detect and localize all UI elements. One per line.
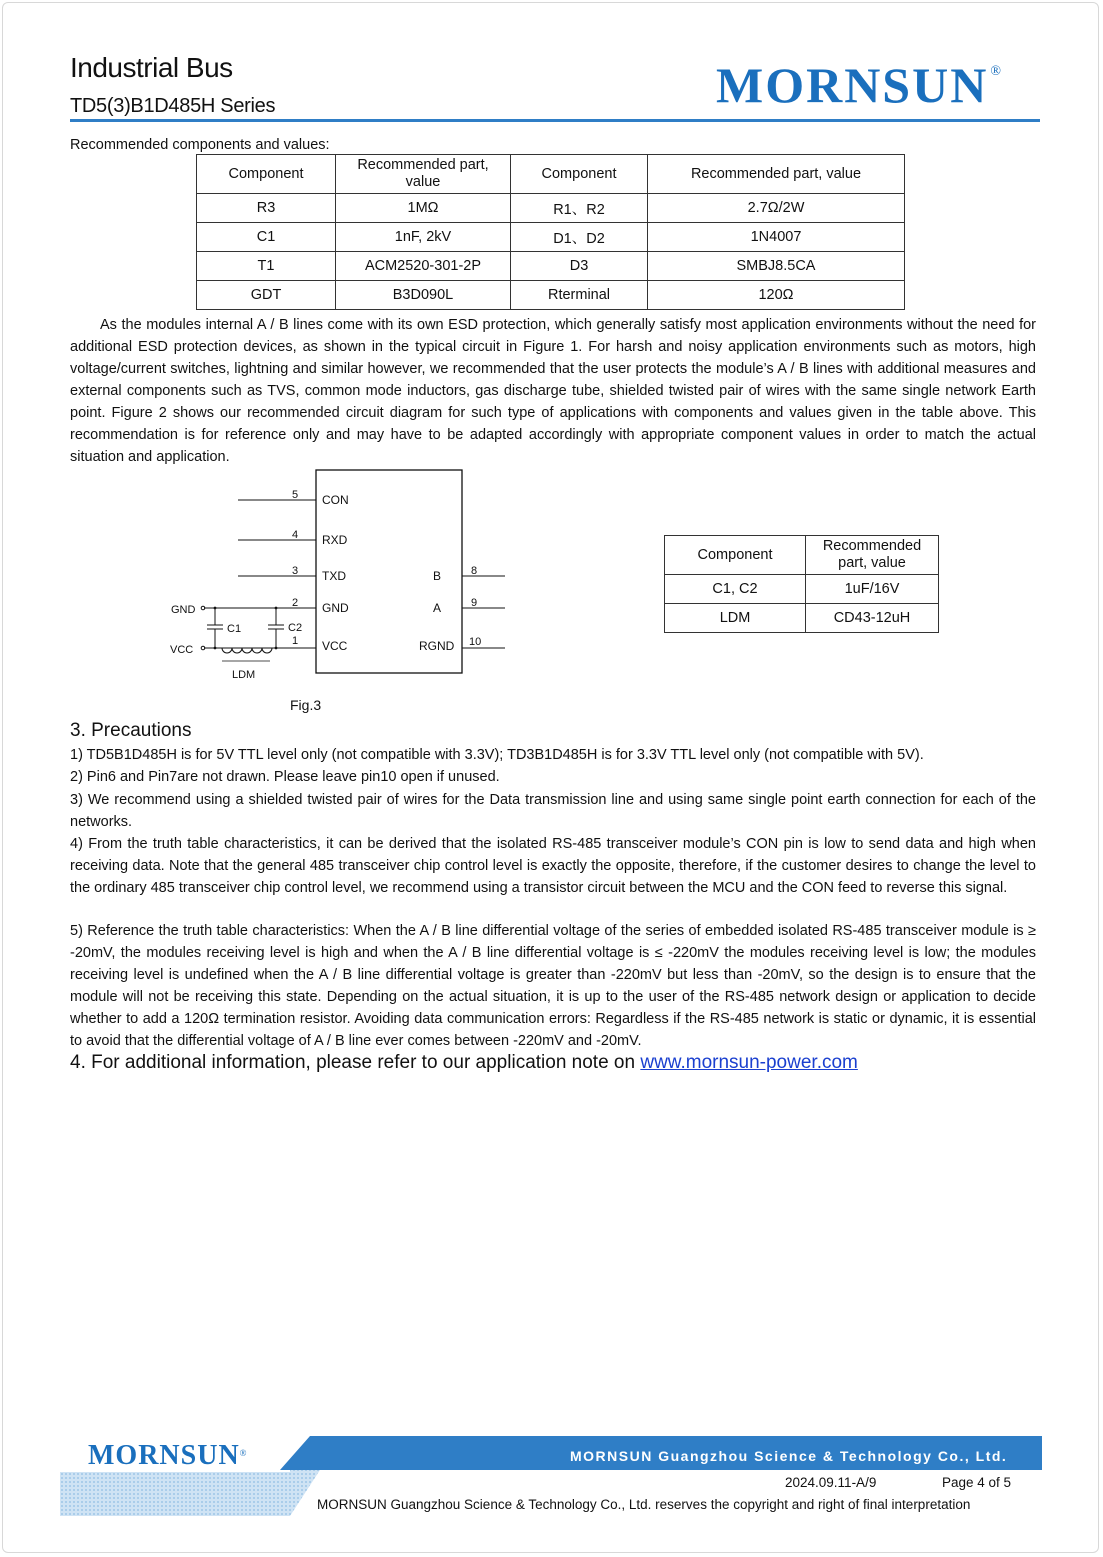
pin-label: TXD	[322, 569, 346, 583]
table-cell: LDM	[665, 604, 806, 633]
website-link[interactable]: www.mornsun-power.com	[640, 1052, 858, 1073]
header-divider	[70, 119, 1040, 122]
circuit-diagram	[160, 465, 520, 695]
pin-number: 3	[292, 565, 299, 577]
ldm-inductor	[222, 648, 272, 653]
footer-logo: MORNSUN®	[88, 1440, 248, 1471]
table-cell: D1、D2	[511, 223, 648, 252]
table-row	[665, 575, 939, 604]
table-cell: T1	[197, 252, 336, 281]
additional-info: 4. For additional information, please refer to our application note on www.mornsun-power.com	[70, 1052, 858, 1073]
pin-number: 5	[292, 489, 299, 501]
pin-label: B	[433, 569, 442, 583]
pin-label: RXD	[322, 533, 348, 547]
table-header-row	[197, 155, 905, 194]
series-subtitle: TD5(3)B1D485H Series	[70, 95, 276, 117]
table-row	[197, 223, 905, 252]
table-cell: CD43-12uH	[806, 604, 939, 633]
vcc-label: VCC	[170, 644, 194, 656]
pin-label: A	[433, 601, 442, 615]
junction-dot	[214, 607, 217, 610]
precaution-item: 5) Reference the truth table characteristics: When the A / B line differential voltage of the series of embedded isolated RS-485 transceiver module is ≥ -20mV, the modules receiving level is high and when the A / B line differential voltage is ≤ -220mV the modules receiving level is low; the modules receiving level is undefined when the A / B line differential voltage is greater than -220mV but less than -20mV, so the design is to ensure that the module will not be receiving this state. Depending on the actual situation, it is up to the user of the RS-485 network design or application to decide whether to add a 120Ω termination resistor. Avoiding data communication errors: Regardless if the RS-485 network is static or dynamic, it is essential to avoid that the differential voltage of A / B line ever comes between -220mV and -20mV.	[70, 923, 1036, 1049]
figure-caption: Fig.3	[290, 697, 322, 713]
pin-number: 10	[469, 636, 482, 648]
table-row	[665, 604, 939, 633]
footer-company: MORNSUN Guangzhou Science & Technology Co., Ltd.	[570, 1448, 1008, 1464]
table-header-cell: Recommended part, value	[648, 155, 905, 194]
pin-number: 2	[292, 597, 299, 609]
table-cell: 1MΩ	[336, 194, 511, 223]
table-cell: SMBJ8.5CA	[648, 252, 905, 281]
gnd-label: GND	[171, 604, 196, 616]
pin-label: GND	[322, 601, 349, 615]
pin-label: VCC	[322, 639, 348, 653]
table-header-cell: Recommended part, value	[336, 155, 511, 194]
esd-protection-paragraph: As the modules internal A / B lines come with its own ESD protection, which generally satisfy most application environments without the need for additional ESD protection devices, as shown in the typical circuit in Figure 1. For harsh and noisy application environments such as motors, high voltage/current switches, lightning and similar however, we recommended that the user protects the module’s A / B lines with additional measures and external components such as TVS, common mode inductors, gas discharge tube, shielded twisted pair of wires with the same single network Earth point. Figure 2 shows our recommended circuit diagram for such type of applications with components and values given in the table above. This recommendation is for reference only and may have to be adapted accordingly with appropriate component values in order to match the actual situation and application.	[70, 317, 1036, 465]
table-header-cell: Component	[197, 155, 336, 194]
c1-label: C1	[227, 623, 242, 635]
c2-label: C2	[288, 622, 303, 634]
table-cell: R1、R2	[511, 194, 648, 223]
table-cell: ACM2520-301-2P	[336, 252, 511, 281]
precaution-item: 4) From the truth table characteristics, it can be derived that the isolated RS-485 transceiver module’s CON pin is low to send data and high when receiving data. Note that the general 485 transceiver chip control level is exactly the opposite, therefore, if the customer desires to change the level to the ordinary 485 transceiver chip control level, we recommend using a transistor circuit between the MCU and the CON feed to reverse this signal.	[70, 836, 1036, 896]
pin-number: 1	[292, 635, 299, 647]
junction-dot	[275, 607, 278, 610]
table-cell: 2.7Ω/2W	[648, 194, 905, 223]
table-cell: GDT	[197, 281, 336, 310]
pin-label: RGND	[419, 639, 455, 653]
table-cell: 1nF, 2kV	[336, 223, 511, 252]
pin-number: 9	[471, 597, 478, 609]
precaution-item: 3) We recommend using a shielded twisted pair of wires for the Data transmission line and using same single point earth connection for each of the networks.	[70, 792, 1036, 830]
page-number: Page 4 of 5	[942, 1475, 1012, 1490]
table-cell: 1N4007	[648, 223, 905, 252]
table-cell: D3	[511, 252, 648, 281]
table-cell: B3D090L	[336, 281, 511, 310]
document-title: Industrial Bus	[70, 52, 233, 83]
table-header-cell: Component	[511, 155, 648, 194]
pin-number: 8	[471, 565, 478, 577]
table-header-cell: Component	[665, 536, 806, 575]
table-cell: C1	[197, 223, 336, 252]
table-row	[197, 281, 905, 310]
filter-components-table	[664, 535, 939, 633]
mornsun-logo: MORNSUN ®	[716, 57, 1003, 113]
components-table	[196, 154, 905, 310]
table-header-row	[665, 536, 939, 575]
table-header-cell: Recommended part, value	[806, 536, 939, 575]
precaution-item: 1) TD5B1D485H is for 5V TTL level only (not compatible with 3.3V); TD3B1D485H is for 3.3V TTL level only (not compatible with 5V).	[70, 747, 924, 763]
pin-number: 4	[292, 529, 299, 541]
footer-copyright: MORNSUN Guangzhou Science & Technology Co., Ltd. reserves the copyright and right of final interpretation	[317, 1497, 971, 1512]
table-cell: 1uF/16V	[806, 575, 939, 604]
table-cell: C1, C2	[665, 575, 806, 604]
table-cell: 120Ω	[648, 281, 905, 310]
junction-dot	[214, 647, 217, 650]
table-row	[197, 194, 905, 223]
pin-label: CON	[322, 493, 349, 507]
footer-date: 2024.09.11-A/9	[785, 1475, 877, 1490]
junction-dot	[275, 647, 278, 650]
table-row	[197, 252, 905, 281]
precautions-heading: 3. Precautions	[70, 720, 192, 741]
table-cell: R3	[197, 194, 336, 223]
table-cell: Rterminal	[511, 281, 648, 310]
components-label: Recommended components and values:	[70, 137, 330, 153]
precaution-item: 2) Pin6 and Pin7are not drawn. Please leave pin10 open if unused.	[70, 769, 500, 785]
ldm-label: LDM	[232, 669, 256, 681]
